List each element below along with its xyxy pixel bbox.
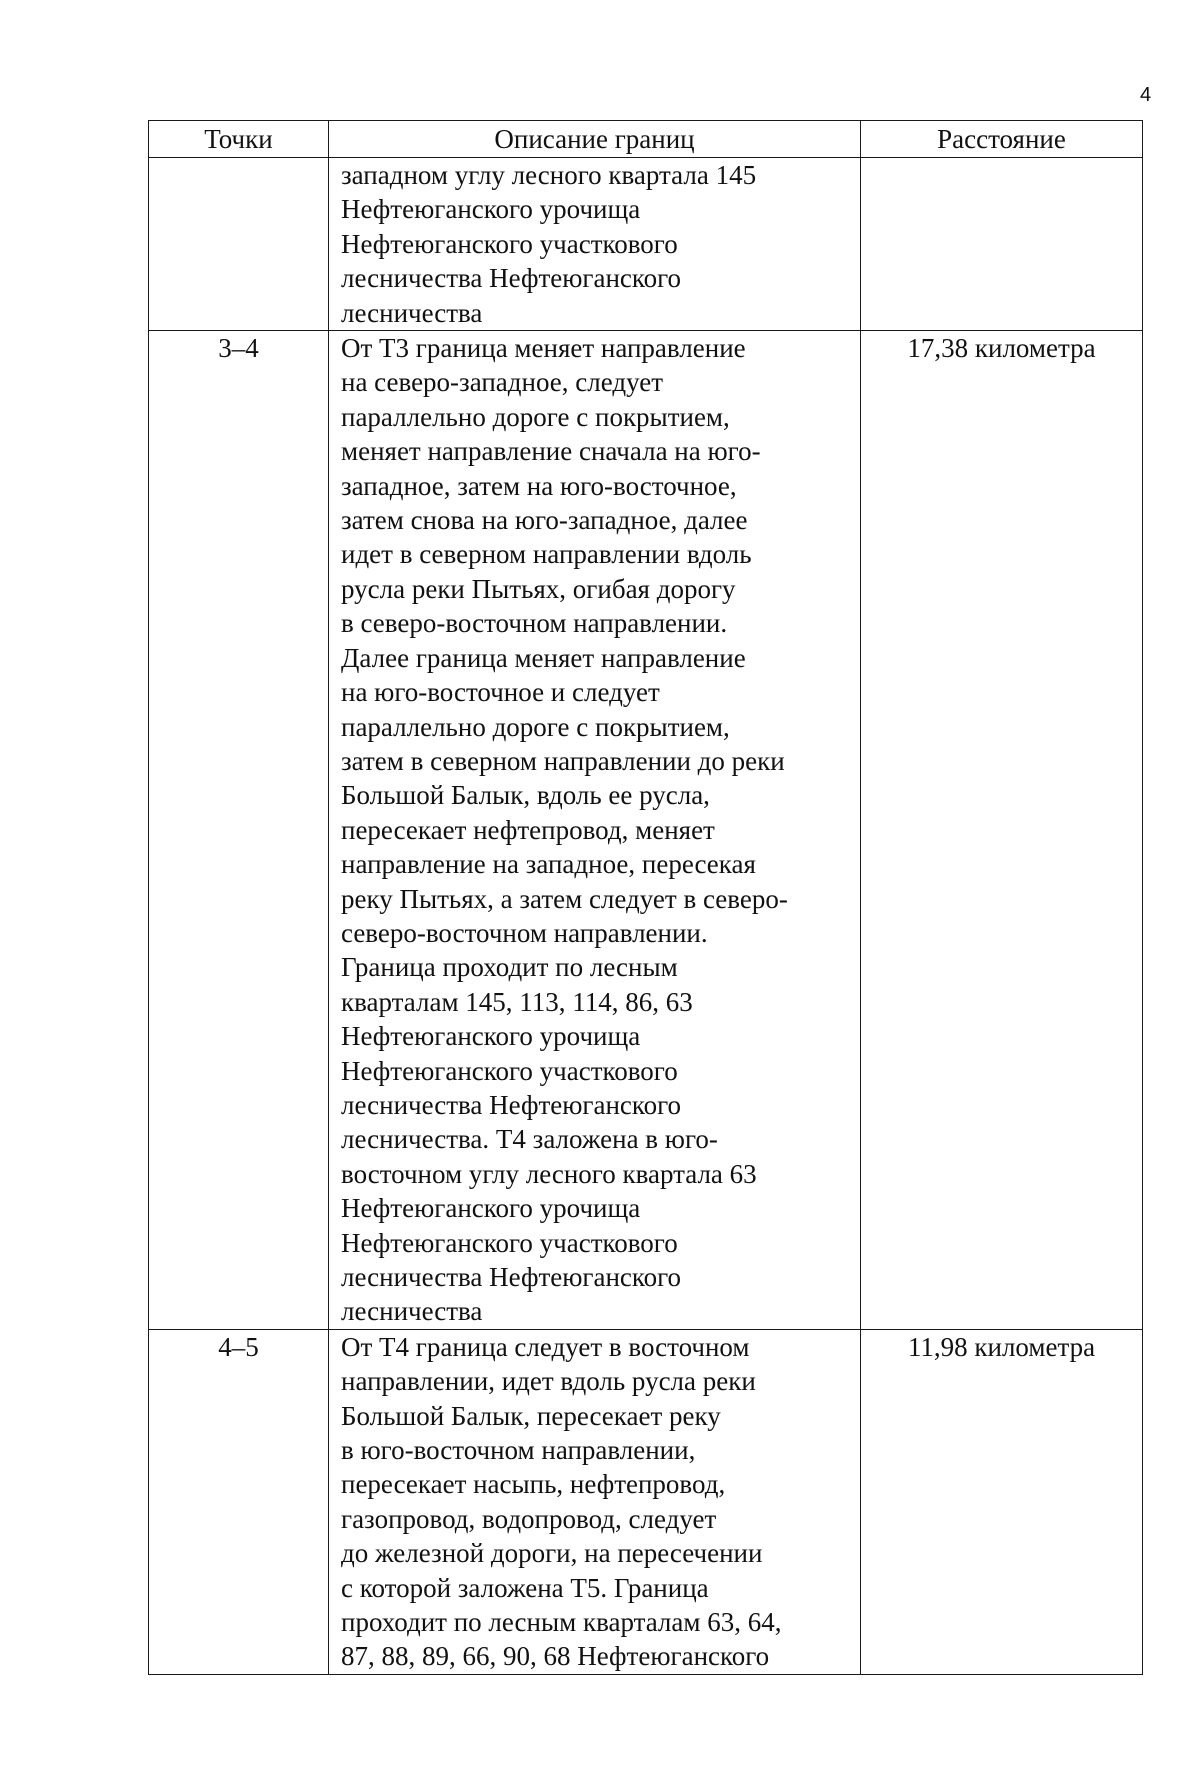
distance-cell: 17,38 километра (861, 331, 1143, 1330)
description-line: на юго-восточное и следует (341, 677, 660, 708)
description-line: От Т3 граница меняет направление (341, 333, 746, 364)
description-line: кварталам 145, 113, 114, 86, 63 (341, 986, 693, 1017)
description-line: Граница проходит по лесным (341, 952, 678, 983)
description-line: лесничества (341, 1296, 483, 1327)
distance-cell (861, 158, 1143, 331)
distance-cell: 11,98 километра (861, 1329, 1143, 1674)
description-line: лесничества Нефтеюганского (341, 263, 682, 294)
description-line: пересекает нефтепровод, меняет (341, 814, 715, 845)
description-line: Нефтеюганского участкового (341, 1055, 678, 1086)
points-cell: 4–5 (149, 1329, 329, 1674)
table-header-row (149, 121, 1143, 158)
description-line: западном углу лесного квартала 145 (341, 160, 757, 190)
description-line: северо-восточном направлении. (341, 917, 708, 948)
points-cell (149, 158, 329, 331)
header-distance: Расстояние (861, 121, 1143, 158)
description-line: реку Пытьях, а затем следует в северо- (341, 883, 788, 914)
description-line: Нефтеюганского урочища (341, 1193, 641, 1224)
description-line: Нефтеюганского урочища (341, 194, 641, 225)
boundary-table (148, 120, 1143, 1675)
table-body (149, 158, 1143, 1675)
description-line: на северо-западное, следует (341, 367, 664, 398)
description-line: 87, 88, 89, 66, 90, 68 Нефтеюганского (341, 1641, 770, 1672)
page-number: 4 (1140, 84, 1152, 106)
description-line: идет в северном направлении вдоль (341, 539, 752, 570)
header-points: Точки (149, 121, 329, 158)
header-description: Описание границ (329, 121, 861, 158)
description-line: с которой заложена Т5. Граница (341, 1572, 709, 1603)
description-line: направлении, идет вдоль русла реки (341, 1366, 756, 1397)
description-line: лесничества (341, 297, 483, 328)
description-line: затем в северном направлении до реки (341, 745, 785, 776)
description-line: до железной дороги, на пересечении (341, 1538, 763, 1569)
description-cell (329, 158, 861, 331)
description-line: направление на западное, пересекая (341, 849, 756, 880)
description-line: Далее граница меняет направление (341, 642, 746, 673)
description-line: западное, затем на юго-восточное, (341, 470, 737, 501)
description-line: проходит по лесным кварталам 63, 64, (341, 1607, 782, 1638)
description-line: параллельно дороге с покрытием, (341, 401, 730, 432)
description-line: русла реки Пытьях, огибая дорогу (341, 573, 736, 604)
description-line: Нефтеюганского участкового (341, 1227, 678, 1258)
description-cell (329, 331, 861, 1330)
description-line: лесничества Нефтеюганского (341, 1262, 682, 1292)
points-cell: 3–4 (149, 331, 329, 1330)
description-cell (329, 1329, 861, 1674)
table-row (149, 331, 1143, 1330)
description-line: лесничества. Т4 заложена в юго- (341, 1124, 718, 1155)
description-line: затем снова на юго-западное, далее (341, 505, 748, 536)
description-line: параллельно дороге с покрытием, (341, 711, 730, 742)
description-line: в северо-восточном направлении. (341, 608, 728, 639)
table-row (149, 158, 1143, 331)
description-line: лесничества Нефтеюганского (341, 1089, 682, 1120)
description-line: в юго-восточном направлении, (341, 1435, 696, 1466)
description-line: меняет направление сначала на юго- (341, 436, 761, 467)
description-line: газопровод, водопровод, следует (341, 1503, 717, 1534)
description-line: пересекает насыпь, нефтепровод, (341, 1469, 726, 1500)
table-row (149, 1329, 1143, 1674)
description-line: От Т4 граница следует в восточном (341, 1331, 750, 1362)
description-line: Нефтеюганского участкового (341, 228, 678, 259)
description-line: восточном углу лесного квартала 63 (341, 1158, 757, 1189)
description-line: Нефтеюганского урочища (341, 1021, 641, 1052)
description-line: Большой Балык, пересекает реку (341, 1400, 721, 1431)
description-line: Большой Балык, вдоль ее русла, (341, 780, 710, 811)
